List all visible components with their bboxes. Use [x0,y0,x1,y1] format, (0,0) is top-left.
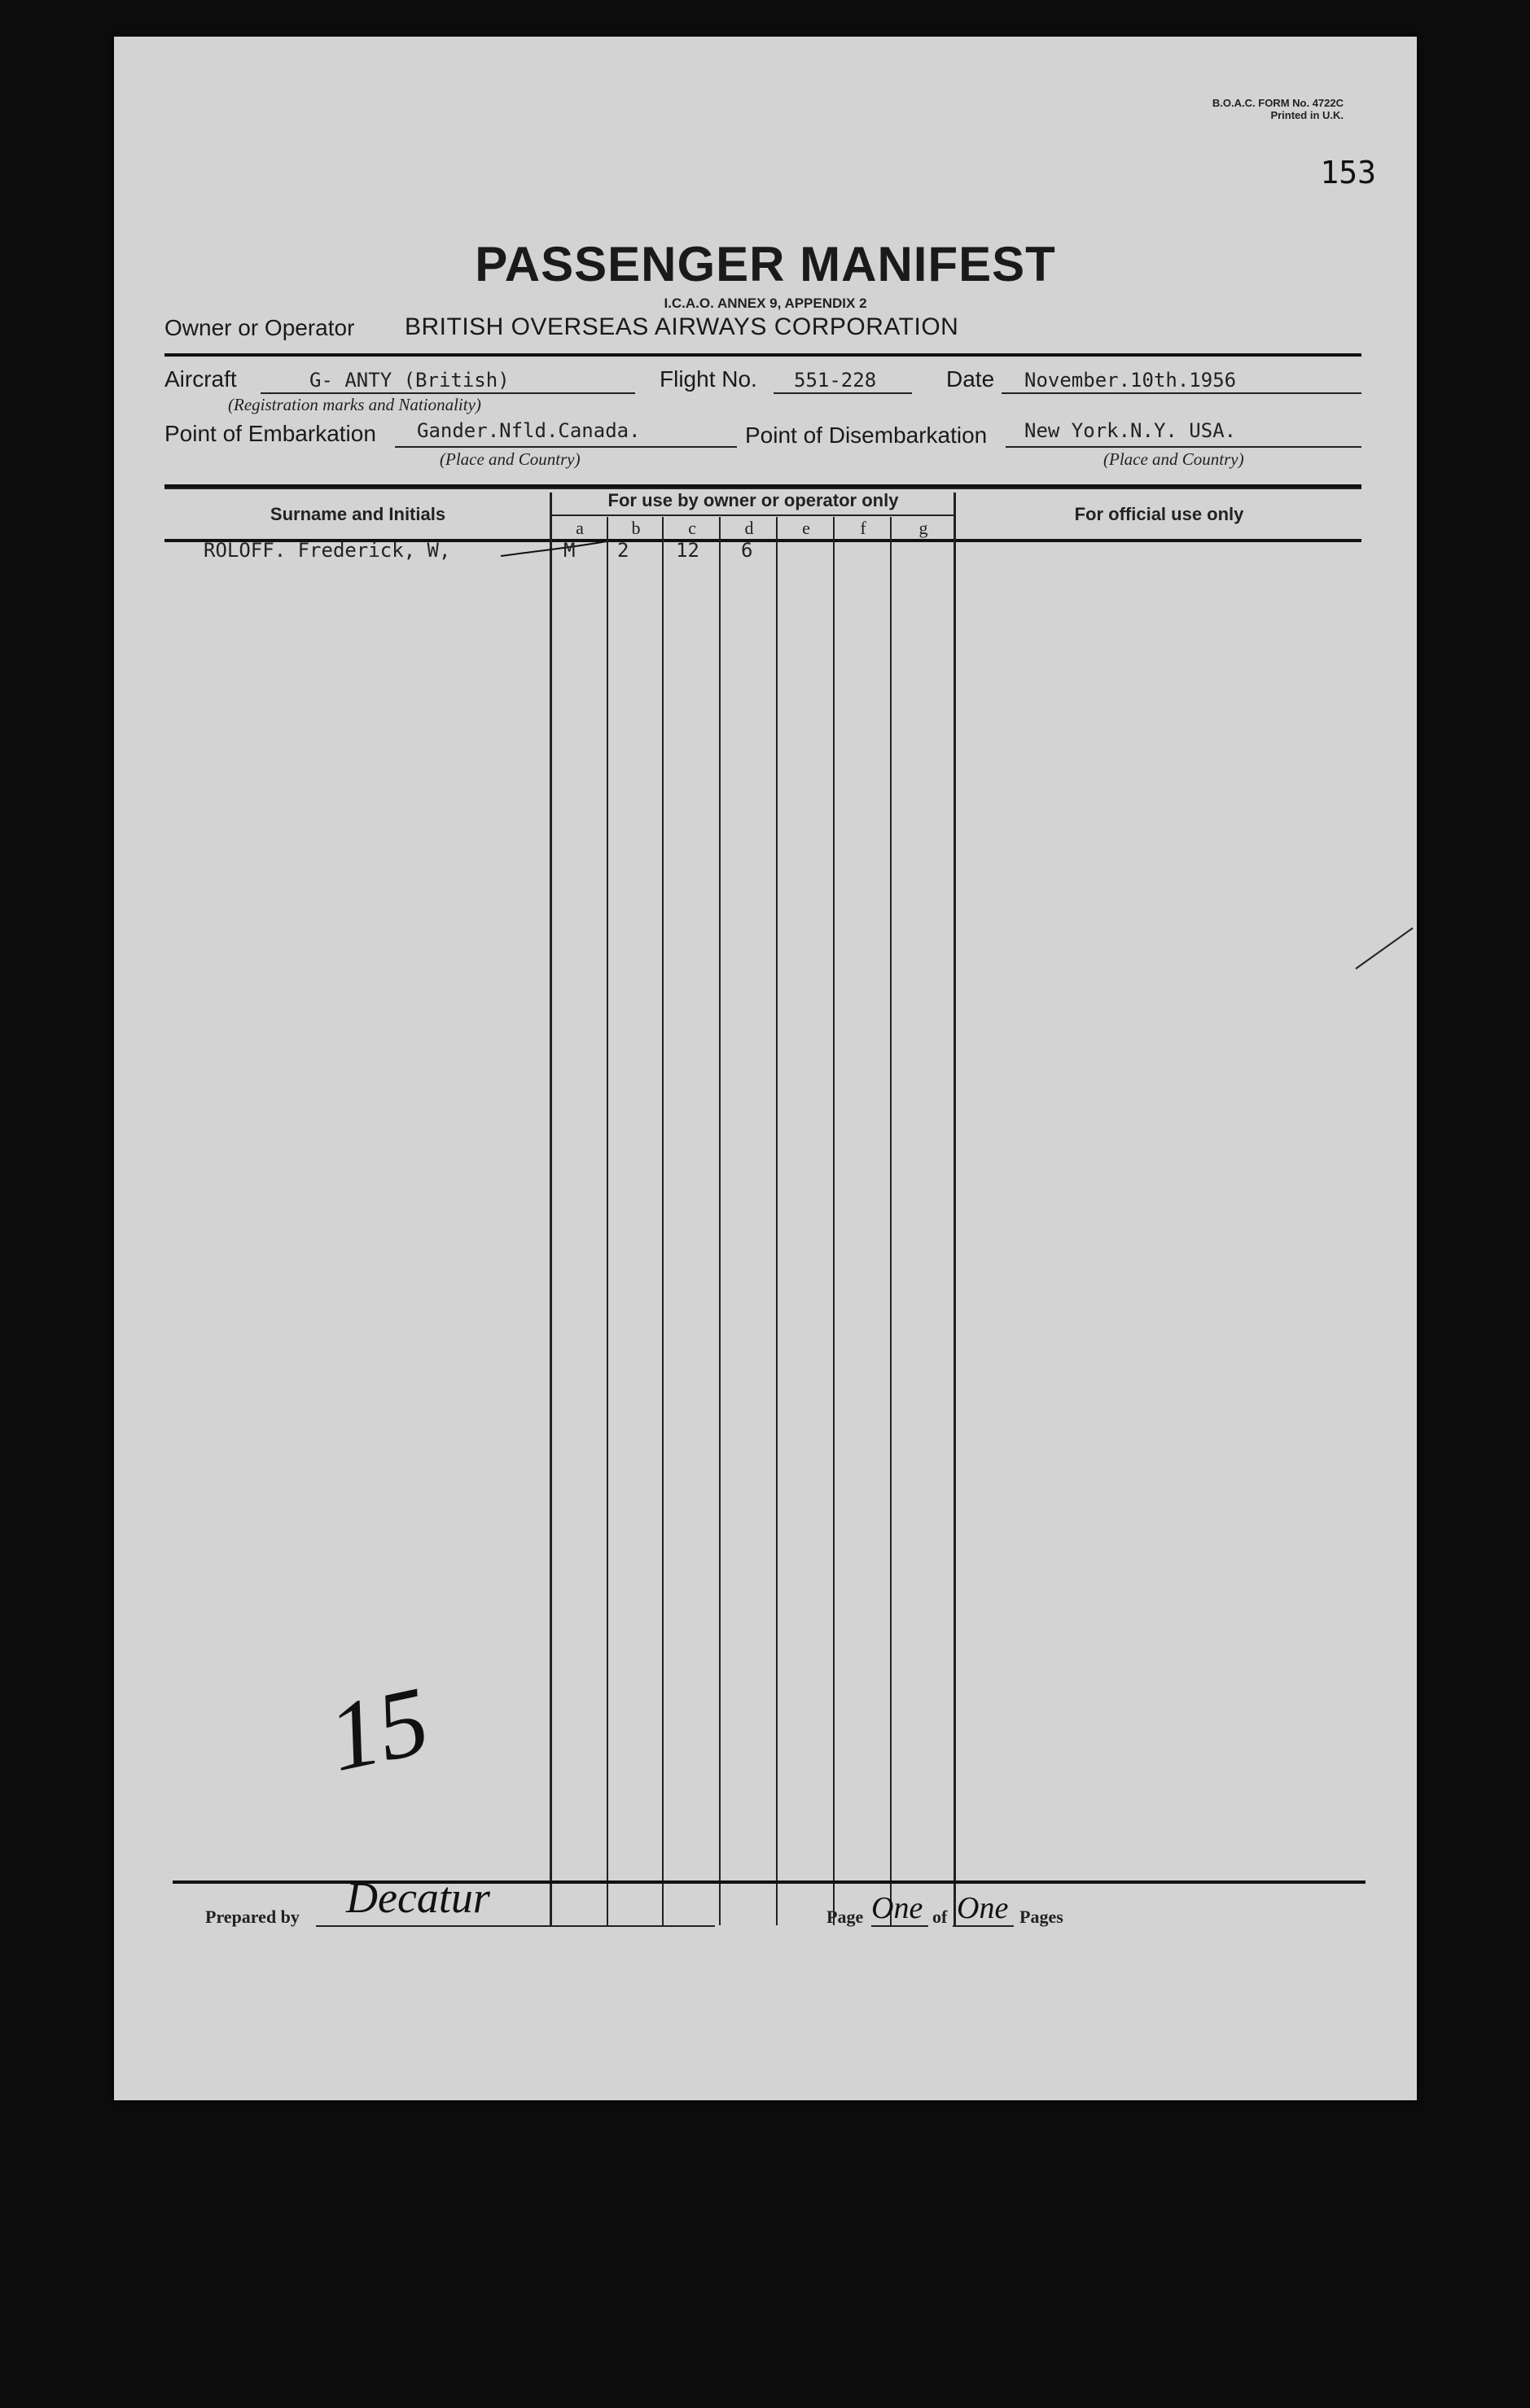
page-number: 153 [1320,155,1376,190]
col-line-c-left [662,517,664,1925]
col-line-a-left [550,493,552,1925]
form-subtitle: I.C.A.O. ANNEX 9, APPENDIX 2 [664,296,867,311]
date-value: November.10th.1956 [1024,369,1237,392]
date-label: Date [946,366,995,392]
col-line-official-left [954,493,956,1925]
page-label: Page [826,1907,864,1927]
aircraft-label: Aircraft [164,366,237,392]
col-line-f-left [833,517,835,1925]
operator-header: For use by owner or operator only [607,490,899,510]
embarkation-note: (Place and Country) [440,449,581,469]
pages-label: Pages [1019,1907,1063,1927]
disembarkation-value: New York.N.Y. USA. [1024,419,1237,442]
col-line-g-left [890,517,892,1925]
passenger-col-d: 6 [741,539,753,562]
passenger-col-a: M [563,539,576,562]
form-number [1181,97,1344,121]
operator-sub-rule [551,514,955,516]
col-d-header: d [744,518,754,538]
manifest-page [114,37,1417,2100]
col-c-header: c [688,518,696,538]
owner-value: BRITISH OVERSEAS AIRWAYS CORPORATION [405,313,959,340]
owner-rule [164,353,1361,357]
passenger-col-c: 12 [676,539,699,562]
table-top-rule-inner [164,488,1361,489]
prepared-signature: Decatur [346,1873,490,1922]
col-line-b-left [607,517,608,1925]
date-line [1002,392,1361,394]
flight-value: 551-228 [794,369,877,392]
of-label: of [932,1907,948,1927]
printed-text: Printed in U.K. [1270,109,1344,121]
col-f-header: f [860,518,866,538]
form-number-text: B.O.A.C. FORM No. 4722C [1212,97,1344,109]
of-line [953,1925,1014,1927]
col-g-header: g [918,518,928,538]
embarkation-label: Point of Embarkation [164,421,376,446]
strike-mark [497,532,611,564]
prepared-label: Prepared by [205,1907,300,1927]
of-value: One [957,1891,1009,1925]
passenger-name: ROLOFF. Frederick, W, [204,539,451,562]
official-header: For official use only [1074,504,1244,524]
aircraft-note: (Registration marks and Nationality) [228,395,481,414]
aircraft-line [261,392,635,394]
col-e-header: e [802,518,810,538]
embarkation-line [395,446,737,448]
disembarkation-label: Point of Disembarkation [745,422,988,448]
handwritten-mark: 15 [319,1665,438,1793]
disembarkation-note: (Place and Country) [1103,449,1244,469]
owner-label: Owner or Operator [164,315,355,340]
flight-line [774,392,912,394]
passenger-col-b: 2 [617,539,629,562]
surname-header: Surname and Initials [270,504,446,524]
edge-mark [1352,924,1417,973]
disembarkation-line [1006,446,1361,448]
aircraft-value: G- ANTY (British) [309,369,510,392]
col-a-header: a [576,518,584,538]
form-title: PASSENGER MANIFEST [475,237,1056,291]
embarkation-value: Gander.Nfld.Canada. [417,419,641,442]
col-line-e-left [776,517,778,1925]
col-b-header: b [631,518,641,538]
col-line-d-left [719,517,721,1925]
page-value: One [871,1891,923,1925]
prepared-line [316,1925,715,1927]
page-line [871,1925,928,1927]
flight-label: Flight No. [660,366,757,392]
